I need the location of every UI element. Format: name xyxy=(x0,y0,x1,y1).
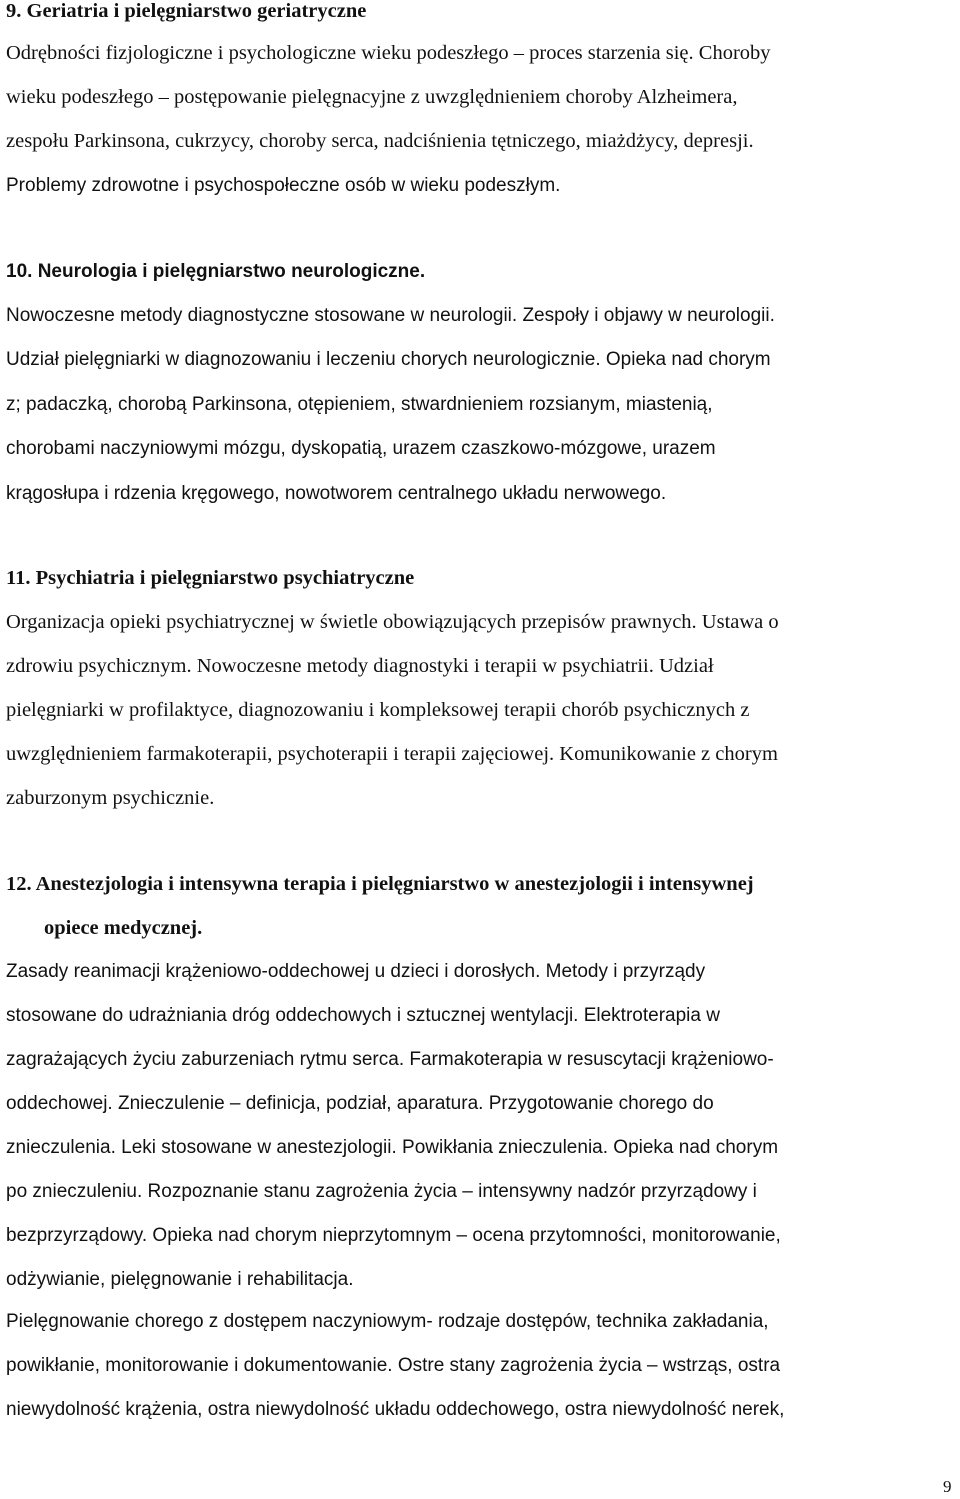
body-line: stosowane do udrażniania dróg oddechowych i sztucznej wentylacji. Elektroterapia w xyxy=(6,1005,720,1026)
section-heading-9: 9. Geriatria i pielęgniarstwo geriatryczne xyxy=(6,0,367,22)
body-line: Pielęgnowanie chorego z dostępem naczyniowym- rodzaje dostępów, technika zakładania, xyxy=(6,1311,769,1332)
body-line: z; padaczką, chorobą Parkinsona, otępieniem, stwardnieniem rozsianym, miastenią, xyxy=(6,394,713,415)
body-line: krągosłupa i rdzenia kręgowego, nowotworem centralnego układu nerwowego. xyxy=(6,483,667,504)
body-line: zdrowiu psychicznym. Nowoczesne metody diagnostyki i terapii w psychiatrii. Udział xyxy=(6,655,714,677)
section-heading-10: 10. Neurologia i pielęgniarstwo neurologiczne. xyxy=(6,261,426,282)
body-line: niewydolność krążenia, ostra niewydolność układu oddechowego, ostra niewydolność nerek, xyxy=(6,1399,785,1420)
body-line: wieku podeszłego – postępowanie pielęgnacyjne z uwzględnieniem choroby Alzheimera, xyxy=(6,86,738,108)
body-line: Problemy zdrowotne i psychospołeczne osób w wieku podeszłym. xyxy=(6,175,561,196)
body-line: Zasady reanimacji krążeniowo-oddechowej u dzieci i dorosłych. Metody i przyrządy xyxy=(6,961,706,982)
body-line: uwzględnieniem farmakoterapii, psychoterapii i terapii zajęciowej. Komunikowanie z chorym xyxy=(6,743,778,765)
body-line: Odrębności fizjologiczne i psychologiczne wieku podeszłego – proces starzenia się. Choroby xyxy=(6,42,771,64)
body-line: pielęgniarki w profilaktyce, diagnozowaniu i kompleksowej terapii chorób psychicznych z xyxy=(6,699,750,721)
body-line: znieczulenia. Leki stosowane w anestezjologii. Powikłania znieczulenia. Opieka nad chorym xyxy=(6,1137,779,1158)
body-line: zespołu Parkinsona, cukrzycy, choroby serca, nadciśnienia tętniczego, miażdżycy, depresji. xyxy=(6,130,754,152)
section-heading-12-continued: opiece medycznej. xyxy=(44,917,203,939)
body-line: bezprzyrządowy. Opieka nad chorym nieprzytomnym – ocena przytomności, monitorowanie, xyxy=(6,1225,781,1246)
body-line: odżywianie, pielęgnowanie i rehabilitacja. xyxy=(6,1269,354,1290)
section-heading-11: 11. Psychiatria i pielęgniarstwo psychiatryczne xyxy=(6,567,415,589)
body-line: powikłanie, monitorowanie i dokumentowanie. Ostre stany zagrożenia życia – wstrząs, ostra xyxy=(6,1355,781,1376)
body-line: zagrażających życiu zaburzeniach rytmu serca. Farmakoterapia w resuscytacji krążeniowo- xyxy=(6,1049,774,1070)
body-line: chorobami naczyniowymi mózgu, dyskopatią, urazem czaszkowo-mózgowe, urazem xyxy=(6,438,716,459)
body-line: Udział pielęgniarki w diagnozowaniu i leczeniu chorych neurologicznie. Opieka nad chorym xyxy=(6,349,771,370)
body-line: Organizacja opieki psychiatrycznej w świetle obowiązujących przepisów prawnych. Ustawa o xyxy=(6,611,779,633)
section-heading-12: 12. Anestezjologia i intensywna terapia i pielęgniarstwo w anestezjologii i intensywnej xyxy=(6,873,754,895)
body-line: oddechowej. Znieczulenie – definicja, podział, aparatura. Przygotowanie chorego do xyxy=(6,1093,714,1114)
body-line: po znieczuleniu. Rozpoznanie stanu zagrożenia życia – intensywny nadzór przyrządowy i xyxy=(6,1181,757,1202)
page-number: 9 xyxy=(943,1477,952,1496)
body-line: Nowoczesne metody diagnostyczne stosowane w neurologii. Zespoły i objawy w neurologii. xyxy=(6,305,775,326)
body-line: zaburzonym psychicznie. xyxy=(6,787,215,809)
